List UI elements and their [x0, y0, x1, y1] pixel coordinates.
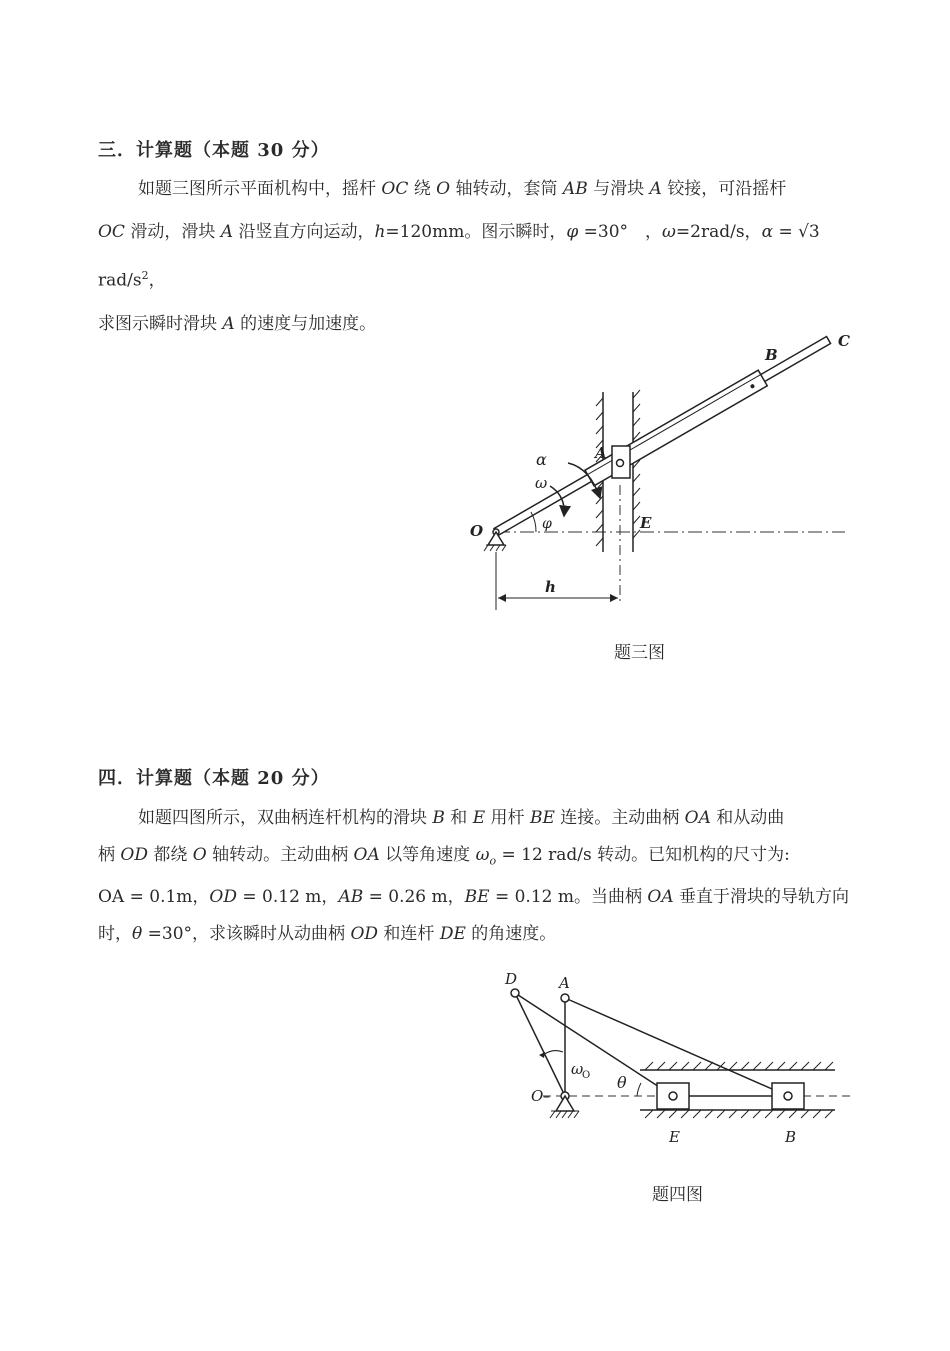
omega-arc — [543, 1051, 563, 1055]
term: h — [374, 222, 386, 242]
joint-a — [561, 994, 569, 1002]
text: 连接。主动曲柄 — [554, 808, 685, 828]
text: 时， — [98, 924, 132, 945]
subscript: o — [489, 854, 497, 868]
term: BE — [529, 808, 555, 828]
pin-a — [617, 460, 624, 467]
pin-b — [784, 1092, 792, 1100]
text: 如题四图所示，双曲柄连杆机构的滑块 — [138, 808, 433, 828]
label-b: B — [765, 346, 778, 364]
text: =120mm。图示瞬时， — [385, 222, 567, 242]
text: 如题三图所示平面机构中，摇杆 — [138, 179, 382, 199]
label-d: D — [505, 970, 518, 988]
text: 求图示瞬时滑块 — [98, 313, 223, 334]
omega-arrowhead — [539, 1052, 545, 1058]
text: =30°，求该瞬时从动曲柄 — [142, 924, 351, 945]
text: 的角速度。 — [465, 924, 557, 945]
term: OC — [98, 222, 125, 242]
label-omega: ω — [571, 1060, 584, 1078]
term: OA — [353, 845, 380, 865]
superscript: 2 — [141, 269, 149, 282]
term: OD — [350, 924, 379, 945]
term: OC — [381, 179, 409, 199]
section4-line-3 — [98, 879, 888, 916]
upper-rail-hatching — [645, 1062, 833, 1070]
text: 和从动曲 — [710, 808, 785, 828]
text: 用杆 — [485, 808, 530, 828]
label-omega: ω — [535, 474, 548, 492]
term: θ — [132, 924, 143, 945]
term: φ — [566, 222, 579, 242]
pin-e — [669, 1092, 677, 1100]
label-theta: θ — [617, 1073, 627, 1092]
text: =2rad/s， — [675, 222, 762, 242]
text: 和连杆 — [378, 924, 440, 945]
term: A — [220, 222, 234, 242]
term: α — [761, 222, 774, 242]
label-a: A — [559, 974, 570, 992]
label-e: E — [640, 514, 652, 532]
text: ， — [148, 270, 166, 291]
lower-rail-hatching — [645, 1110, 833, 1118]
label-a: A — [595, 444, 607, 462]
section4-line-2 — [98, 837, 888, 879]
label-omega-sub: O — [582, 1070, 591, 1081]
term: BE — [464, 887, 490, 908]
text: 绕 — [408, 179, 437, 199]
rocker-oc — [492, 332, 834, 540]
text: 滑动，滑块 — [124, 222, 221, 242]
term: OA — [684, 808, 711, 828]
term: OA — [647, 887, 674, 908]
text: 铰接，可沿摇杆 — [661, 179, 787, 199]
right-wall-hatching — [633, 390, 640, 538]
label-c: C — [838, 332, 850, 350]
text: = 0.12 m。当曲柄 — [489, 887, 648, 908]
section3-paragraph — [98, 168, 888, 346]
term: O — [436, 179, 451, 199]
label-o: O — [470, 522, 484, 540]
section4-paragraph — [98, 800, 888, 953]
label-h: h — [545, 578, 556, 596]
label-e: E — [669, 1128, 680, 1146]
text: =30° ， — [578, 222, 663, 242]
term: A — [222, 313, 235, 334]
text: = 0.12 m， — [237, 887, 339, 908]
label-phi: φ — [542, 516, 552, 532]
text: 与滑块 — [587, 179, 650, 199]
label-o: O — [531, 1087, 544, 1105]
term: ω — [662, 222, 676, 242]
term: OD — [120, 845, 148, 865]
term: OD — [209, 887, 237, 908]
ground-hatching — [484, 545, 506, 551]
term: O — [192, 845, 207, 865]
ground-hatching — [550, 1111, 579, 1118]
theta-arc — [637, 1083, 641, 1096]
text: 垂直于滑块的导轨方向 — [673, 887, 850, 908]
section3-heading: 三．计算题（本题 30 分） — [98, 140, 330, 161]
term: AB — [562, 179, 588, 199]
figure-3-diagram — [450, 320, 870, 620]
section4-line-4 — [98, 916, 888, 953]
text: 柄 — [98, 845, 121, 865]
text: 轴转动，套筒 — [450, 179, 563, 199]
label-alpha: α — [536, 450, 547, 469]
section4-line-1 — [98, 800, 888, 837]
term: DE — [439, 924, 466, 945]
text: 都绕 — [147, 845, 193, 865]
text: = √3 rad/s — [98, 222, 820, 291]
figure-4-caption: 题四图 — [652, 1185, 703, 1205]
rod-de — [515, 993, 673, 1096]
text: 轴转动。主动曲柄 — [206, 845, 354, 865]
ground-support — [556, 1096, 574, 1111]
text: = 0.26 m， — [363, 887, 465, 908]
text: OA = 0.1m， — [98, 887, 210, 908]
label-o-dash: – — [543, 1089, 550, 1105]
label-b: B — [785, 1128, 797, 1146]
term: B — [432, 808, 445, 828]
figure-3-caption: 题三图 — [614, 643, 665, 663]
term: ω — [475, 845, 490, 865]
term: A — [649, 179, 662, 199]
text: 的速度与加速度。 — [234, 313, 377, 334]
section3-line-1 — [98, 168, 888, 211]
term: E — [472, 808, 486, 828]
figure-4-diagram — [495, 970, 865, 1155]
text: 和 — [444, 808, 473, 828]
section4-heading: 四．计算题（本题 20 分） — [98, 768, 330, 789]
term: AB — [338, 887, 364, 908]
text: 以等角速度 — [379, 845, 476, 865]
joint-d — [511, 989, 519, 997]
text: = 12 rad/s 转动。已知机构的尺寸为: — [496, 845, 790, 865]
text: 沿竖直方向运动， — [233, 222, 375, 242]
section3-line-2 — [98, 211, 888, 303]
